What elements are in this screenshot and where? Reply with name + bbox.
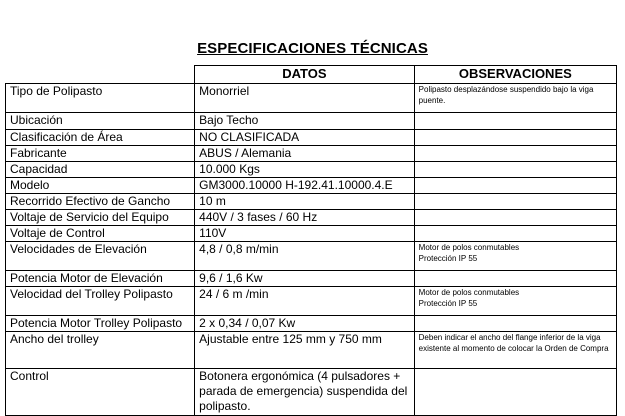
table-row	[6, 162, 617, 178]
spec-label: Recorrido Efectivo de Gancho	[6, 194, 195, 210]
spec-observation	[414, 194, 616, 210]
table-row	[6, 332, 617, 369]
spec-value: Ajustable entre 125 mm y 750 mm	[195, 332, 415, 369]
table-body	[6, 84, 617, 416]
table-row	[6, 316, 617, 332]
table-row	[6, 369, 617, 416]
table-row	[6, 287, 617, 316]
spec-observation: Polipasto desplazándose suspendido bajo la viga puente.	[414, 84, 616, 113]
spec-label: Potencia Motor de Elevación	[6, 271, 195, 287]
spec-label: Velocidades de Elevación	[6, 242, 195, 271]
spec-value: 4,8 / 0,8 m/min	[195, 242, 415, 271]
spec-observation	[414, 178, 616, 194]
table-row	[6, 271, 617, 287]
table-row	[6, 242, 617, 271]
spec-label: Fabricante	[6, 146, 195, 162]
spec-value: Botonera ergonómica (4 pulsadores + parada de emergencia) suspendida del polipasto.	[195, 369, 415, 416]
spec-value: 2 x 0,34 / 0,07 Kw	[195, 316, 415, 332]
spec-value: Bajo Techo	[195, 113, 415, 130]
spec-observation	[414, 162, 616, 178]
spec-value: 24 / 6 m /min	[195, 287, 415, 316]
spec-value: 10.000 Kgs	[195, 162, 415, 178]
spec-label: Velocidad del Trolley Polipasto	[6, 287, 195, 316]
spec-label: Ubicación	[6, 113, 195, 130]
spec-value: 10 m	[195, 194, 415, 210]
spec-observation	[414, 369, 616, 416]
table-row	[6, 194, 617, 210]
spec-observation	[414, 226, 616, 242]
table-row	[6, 113, 617, 130]
table-row	[6, 210, 617, 226]
spec-label: Tipo de Polipasto	[6, 84, 195, 113]
header-observaciones: OBSERVACIONES	[414, 66, 616, 84]
spec-observation: Motor de polos conmutables Protección IP 55	[414, 287, 616, 316]
spec-value: 9,6 / 1,6 Kw	[195, 271, 415, 287]
table-row	[6, 178, 617, 194]
spec-label: Control	[6, 369, 195, 416]
table-row	[6, 226, 617, 242]
header-blank-cell	[6, 66, 195, 84]
spec-label: Capacidad	[6, 162, 195, 178]
spec-value: 110V	[195, 226, 415, 242]
specifications-table	[5, 65, 617, 416]
spec-observation	[414, 316, 616, 332]
spec-label: Modelo	[6, 178, 195, 194]
spec-observation: Deben indicar el ancho del flange inferior de la viga existente al momento de colocar la Orden de Compra	[414, 332, 616, 369]
spec-value: Monorriel	[195, 84, 415, 113]
page-title: ESPECIFICACIONES TÉCNICAS	[197, 40, 428, 57]
header-datos: DATOS	[195, 66, 415, 84]
table-row	[6, 84, 617, 113]
spec-observation: Motor de polos conmutables Protección IP 55	[414, 242, 616, 271]
spec-value: GM3000.10000 H-192.41.10000.4.E	[195, 178, 415, 194]
table-row	[6, 146, 617, 162]
spec-label: Voltaje de Servicio del Equipo	[6, 210, 195, 226]
spec-label: Voltaje de Control	[6, 226, 195, 242]
spec-label: Clasificación de Área	[6, 130, 195, 146]
spec-value: 440V / 3 fases / 60 Hz	[195, 210, 415, 226]
spec-value: ABUS / Alemania	[195, 146, 415, 162]
table-header-row	[6, 66, 617, 84]
spec-observation	[414, 210, 616, 226]
table-row	[6, 130, 617, 146]
spec-label: Ancho del trolley	[6, 332, 195, 369]
spec-observation	[414, 113, 616, 130]
spec-observation	[414, 271, 616, 287]
spec-observation	[414, 146, 616, 162]
spec-value: NO CLASIFICADA	[195, 130, 415, 146]
spec-observation	[414, 130, 616, 146]
spec-label: Potencia Motor Trolley Polipasto	[6, 316, 195, 332]
